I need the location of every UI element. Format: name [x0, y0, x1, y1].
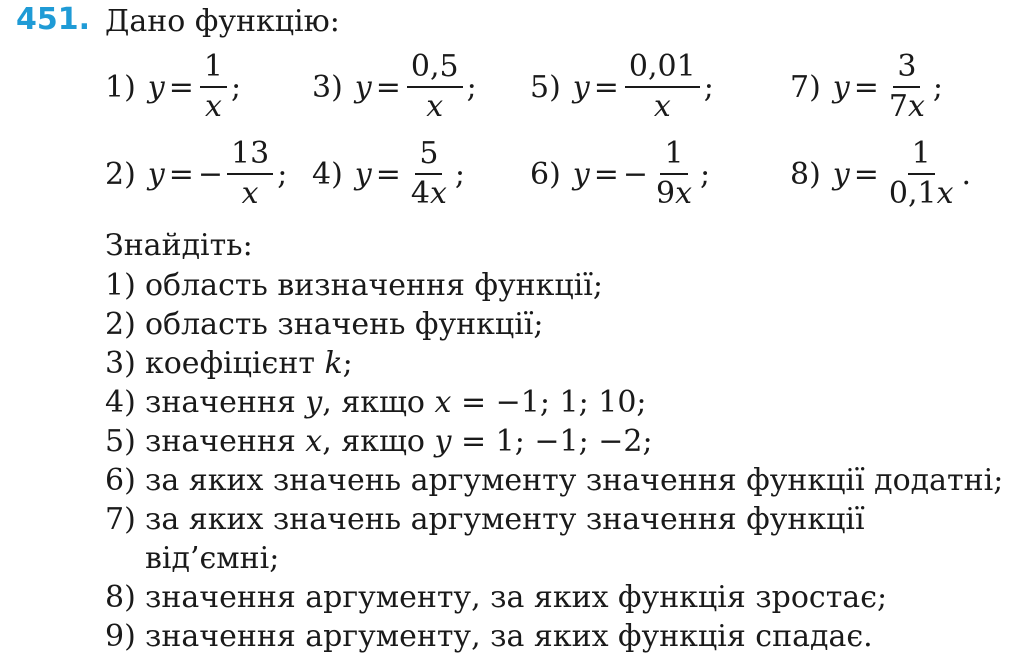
- task-number: 9): [105, 619, 136, 654]
- formula-eq: =: [375, 156, 401, 192]
- task-text: за яких значень аргументу значення функції додатні;: [145, 463, 1004, 498]
- formula-label: 5): [530, 69, 561, 105]
- formula-eq: =: [853, 156, 879, 192]
- task-text-after-2: = −1; 1; 10;: [451, 385, 647, 420]
- task-9: [105, 619, 873, 654]
- task-text: за яких значень аргументу значення функції: [145, 502, 865, 537]
- formula-eq: =: [168, 69, 194, 105]
- fraction-numerator: 1: [200, 48, 227, 88]
- task-text: значення: [145, 424, 306, 459]
- fraction-denominator: x: [426, 89, 444, 124]
- task-6: [105, 463, 1003, 498]
- task-variable: y: [305, 385, 323, 420]
- task-text-after: , якщо: [322, 385, 435, 420]
- formula-punct: ;: [466, 69, 477, 105]
- task-number: 3): [105, 346, 136, 381]
- formula-eq: =: [375, 69, 401, 105]
- formula-7: [790, 48, 943, 126]
- formula-5: [530, 48, 714, 126]
- fraction-numerator: 3: [893, 48, 920, 88]
- formula-4: [312, 135, 465, 213]
- formula-punct: ;: [703, 69, 714, 105]
- denominator-coefficient: 0,1: [888, 176, 937, 211]
- fraction-numerator: 1: [908, 135, 935, 175]
- formula-eq: =: [853, 69, 879, 105]
- denominator-coefficient: 4: [410, 176, 430, 211]
- task-3: [105, 346, 353, 381]
- formula-3: [312, 48, 477, 126]
- task-5: [105, 424, 653, 459]
- task-text: значення аргументу, за яких функція зростає;: [145, 580, 888, 615]
- task-text-after: ;: [342, 346, 353, 381]
- formula-punct: ;: [277, 156, 288, 192]
- fraction-numerator: 0,01: [625, 48, 700, 88]
- fraction-denominator: [885, 175, 958, 213]
- task-number: 6): [105, 463, 136, 498]
- formula-label: 4): [312, 156, 343, 192]
- fraction: [407, 135, 451, 213]
- formula-lhs: y: [147, 69, 165, 105]
- task-text-after-2: = 1; −1; −2;: [451, 424, 653, 459]
- formula-lhs: y: [832, 156, 850, 192]
- fraction-denominator: [885, 88, 929, 126]
- fraction-denominator: x: [204, 89, 222, 124]
- task-variable-2: x: [434, 385, 452, 420]
- formula-8: [790, 135, 971, 213]
- fraction: [652, 135, 696, 213]
- formula-lhs: y: [572, 156, 590, 192]
- formula-punct: ;: [454, 156, 466, 192]
- fraction-numerator: 1: [660, 135, 687, 175]
- task-text: значення аргументу, за яких функція спадає.: [145, 619, 873, 654]
- formula-label: 6): [530, 156, 561, 192]
- task-text: коефіцієнт: [145, 346, 325, 381]
- fraction: [885, 135, 958, 213]
- formula-label: 2): [105, 156, 136, 192]
- task-8: [105, 580, 887, 615]
- formula-label: 8): [790, 156, 821, 192]
- denominator-variable: x: [429, 176, 447, 211]
- fraction: [625, 48, 700, 126]
- fraction-numerator: 5: [415, 135, 442, 175]
- formula-punct: .: [961, 156, 972, 192]
- fraction: [407, 48, 463, 126]
- problem-number: 451.: [16, 2, 91, 37]
- fraction-denominator: x: [241, 176, 259, 211]
- task-number: 8): [105, 580, 136, 615]
- formula-1: [105, 48, 241, 126]
- task-number: 7): [105, 502, 136, 537]
- task-text: область значень функції;: [145, 307, 544, 342]
- denominator-coefficient: 7: [888, 89, 908, 124]
- task-number: 5): [105, 424, 136, 459]
- denominator-variable: x: [675, 176, 693, 211]
- formula-sign: −: [197, 156, 224, 192]
- formula-lhs: y: [354, 156, 372, 192]
- task-variable: x: [305, 424, 323, 459]
- task-7: [105, 502, 865, 537]
- problem-intro: Дано функцію:: [105, 4, 340, 39]
- task-number: 2): [105, 307, 136, 342]
- fraction-denominator: [407, 175, 451, 213]
- task-7-continuation: від’ємні;: [145, 541, 280, 576]
- denominator-variable: x: [936, 176, 954, 211]
- fraction-numerator: 13: [227, 135, 273, 175]
- task-number: 4): [105, 385, 136, 420]
- fraction-denominator: x: [653, 89, 671, 124]
- fraction-numerator: 0,5: [407, 48, 463, 88]
- task-text: область визначення функції;: [145, 268, 603, 303]
- task-variable-2: y: [434, 424, 452, 459]
- formula-punct: ;: [230, 69, 242, 105]
- task-2: [105, 307, 544, 342]
- formula-punct: ;: [700, 156, 711, 192]
- task-text: значення: [145, 385, 306, 420]
- formula-lhs: y: [147, 156, 165, 192]
- find-title: Знайдіть:: [105, 228, 253, 263]
- formula-label: 3): [312, 69, 343, 105]
- fraction-denominator: [652, 175, 696, 213]
- formula-punct: ;: [932, 69, 944, 105]
- formula-label: 7): [790, 69, 821, 105]
- task-text-after: , якщо: [322, 424, 435, 459]
- formula-eq: =: [593, 69, 619, 105]
- formula-lhs: y: [354, 69, 372, 105]
- denominator-variable: x: [907, 89, 925, 124]
- formula-2: [105, 135, 287, 213]
- task-number: 1): [105, 268, 136, 303]
- formula-lhs: y: [832, 69, 850, 105]
- formula-label: 1): [105, 69, 136, 105]
- formula-6: [530, 135, 710, 213]
- formula-lhs: y: [572, 69, 590, 105]
- formula-eq: =: [168, 156, 194, 192]
- denominator-coefficient: 9: [656, 176, 676, 211]
- task-1: [105, 268, 603, 303]
- task-variable: k: [324, 346, 343, 381]
- fraction: [200, 48, 227, 126]
- fraction: [227, 135, 273, 213]
- formula-eq: =: [593, 156, 619, 192]
- task-4: [105, 385, 647, 420]
- fraction: [885, 48, 929, 126]
- formula-sign: −: [622, 156, 649, 192]
